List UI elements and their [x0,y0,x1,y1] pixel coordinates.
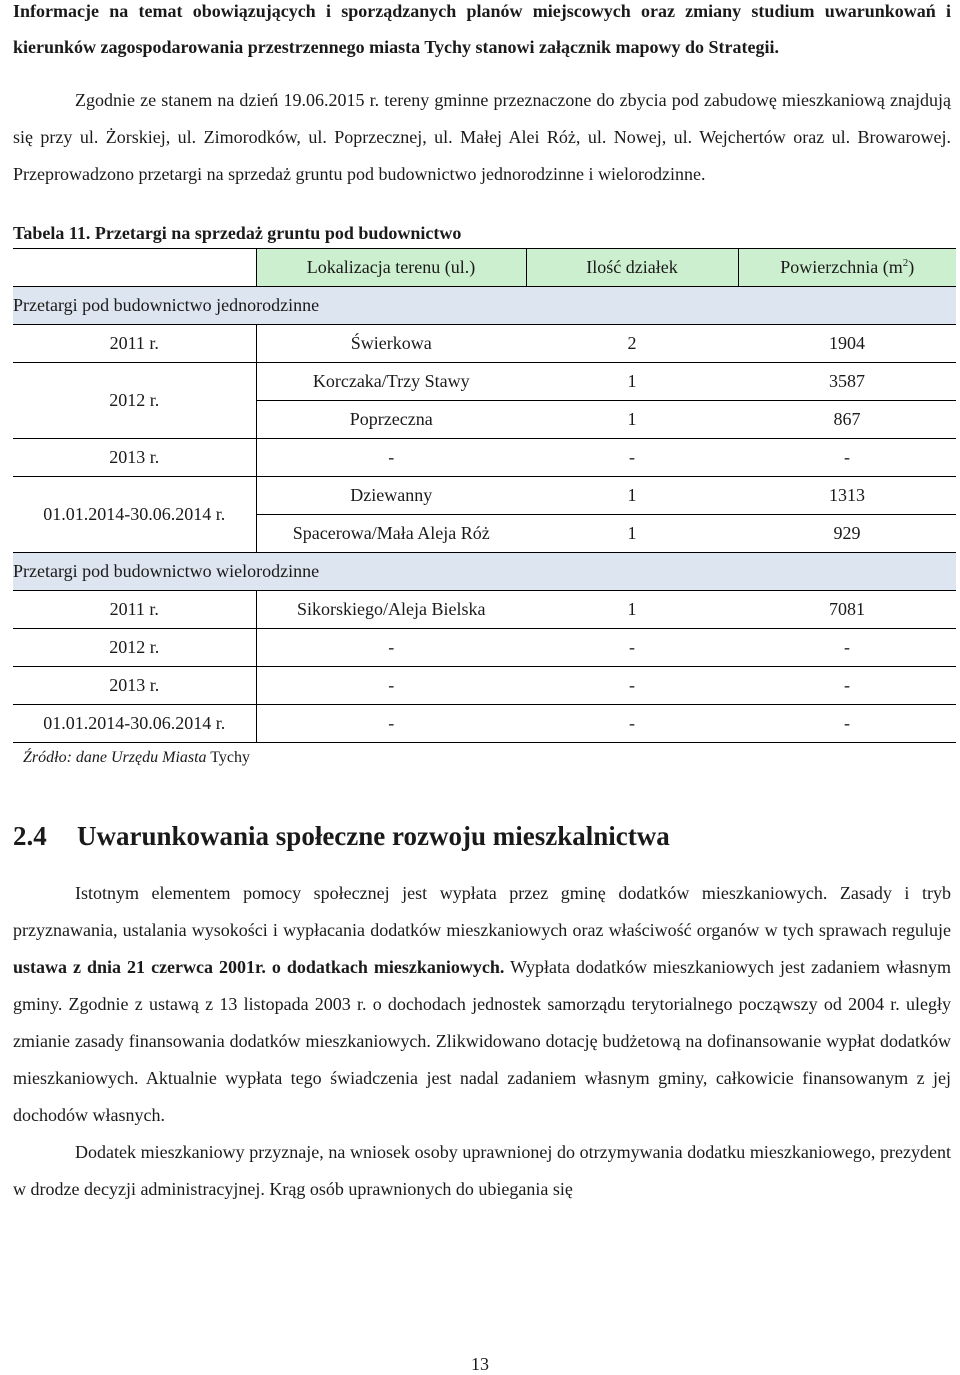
count-cell: - [526,705,738,743]
period-cell: 2011 r. [13,325,256,363]
header-location: Lokalizacja terenu (ul.) [256,249,526,287]
count-cell: 1 [526,591,738,629]
table-source: Źródło: dane Urzędu Miasta Tychy [23,749,251,766]
area-cell: - [738,705,956,743]
area-cell: - [738,667,956,705]
table-row [13,477,956,515]
area-cell: 929 [738,515,956,553]
page-number: 13 [471,1354,489,1374]
period-cell: 01.01.2014-30.06.2014 r. [13,477,256,553]
table-row [13,363,956,401]
table-row [13,325,956,363]
location-cell: - [256,629,526,667]
area-cell: - [738,629,956,667]
period-cell: 2012 r. [13,363,256,439]
location-cell: - [256,705,526,743]
section-row-multi-family [13,553,956,591]
location-cell: Świerkowa [256,325,526,363]
location-cell: Spacerowa/Mała Aleja Róż [256,515,526,553]
table-header-row [13,249,956,287]
table-row [13,667,956,705]
paragraph-housing-allowance: Istotnym elementem pomocy społecznej jest wypłata przez gminę dodatków mieszkaniowych. Zasady i tryb przyznawania, ustalania wysokości i wypłacania dodatków mieszkaniowych oraz właściwość organów w tych sprawach reguluje ustawa z dnia 21 czerwca 2001r. o dodatkach mieszkaniowych. Wypłata dodatków mieszkaniowych jest zadaniem własnym gminy. Zgodnie z ustawą z 13 listopada 2003 r. o dochodach jednostek samorządu terytorialnego począwszy od 2004 r. uległy zmianie zasady finansowania dodatków mieszkaniowych. Zlikwidowano dotację budżetową na dofinansowanie wypłat dodatków mieszkaniowych. Aktualnie wypłata tego świadczenia jest nadal zadaniem własnym gminy, całkowicie finansowanym z jej dochodów własnych. [13,883,951,1125]
table-row [13,591,956,629]
tenders-table [13,248,956,743]
section-row-single-family [13,287,956,325]
area-cell: - [738,439,956,477]
count-cell: 1 [526,477,738,515]
period-cell: 2012 r. [13,629,256,667]
location-cell: Korczaka/Trzy Stawy [256,363,526,401]
count-cell: 1 [526,515,738,553]
location-cell: Dziewanny [256,477,526,515]
location-cell: - [256,667,526,705]
count-cell: 2 [526,325,738,363]
area-cell: 1313 [738,477,956,515]
count-cell: 1 [526,401,738,439]
header-blank-cell [13,249,256,287]
area-cell: 3587 [738,363,956,401]
period-cell: 2013 r. [13,439,256,477]
location-cell: Poprzeczna [256,401,526,439]
section-title: Przetargi pod budownictwo wielorodzinne [13,553,956,591]
location-cell: Sikorskiego/Aleja Bielska [256,591,526,629]
section-number: 2.4 [13,821,47,851]
header-area: Powierzchnia $(m^2)$ [738,249,956,287]
area-cell: 7081 [738,591,956,629]
paragraph-land-sale: Zgodnie ze stanem na dzień 19.06.2015 r. tereny gminne przeznaczone do zbycia pod zabudowę mieszkaniową znajdują się przy ul. Żorskiej, ul. Zimorodków, ul. Poprzecznej, ul. Małej Alei Róż, ul. Nowej, ul. Wejchertów oraz ul. Browarowej. Przeprowadzono przetargi na sprzedaż gruntu pod budownictwo jednorodzinne i wielorodzinne. [13,90,951,184]
count-cell: - [526,629,738,667]
area-cell: 867 [738,401,956,439]
area-cell: 1904 [738,325,956,363]
location-cell: - [256,439,526,477]
paragraph-allowance-granting: Dodatek mieszkaniowy przyznaje, na wniosek osoby uprawnionej do otrzymywania dodatku mieszkaniowego, prezydent w drodze decyzji administracyjnej. Krąg osób uprawnionych do ubiegania się [13,1142,951,1199]
table-row [13,705,956,743]
period-cell: 2013 r. [13,667,256,705]
section-heading [13,816,951,856]
header-count: Ilość działek [526,249,738,287]
table-row [13,439,956,477]
document-page [13,0,951,1208]
period-cell: 2011 r. [13,591,256,629]
count-cell: - [526,667,738,705]
table-row [13,629,956,667]
period-cell: 01.01.2014-30.06.2014 r. [13,705,256,743]
section-title: Uwarunkowania społeczne rozwoju mieszkalnictwa [77,821,670,851]
intro-paragraph: Informacje na temat obowiązujących i sporządzanych planów miejscowych oraz zmiany studium uwarunkowań i kierunków zagospodarowania przestrzennego miasta Tychy stanowi załącznik mapowy do Strategii. [13,1,951,57]
table-caption: Tabela 11. Przetargi na sprzedaż gruntu pod budownictwo [13,223,462,243]
count-cell: - [526,439,738,477]
count-cell: 1 [526,363,738,401]
section-title: Przetargi pod budownictwo jednorodzinne [13,287,956,325]
